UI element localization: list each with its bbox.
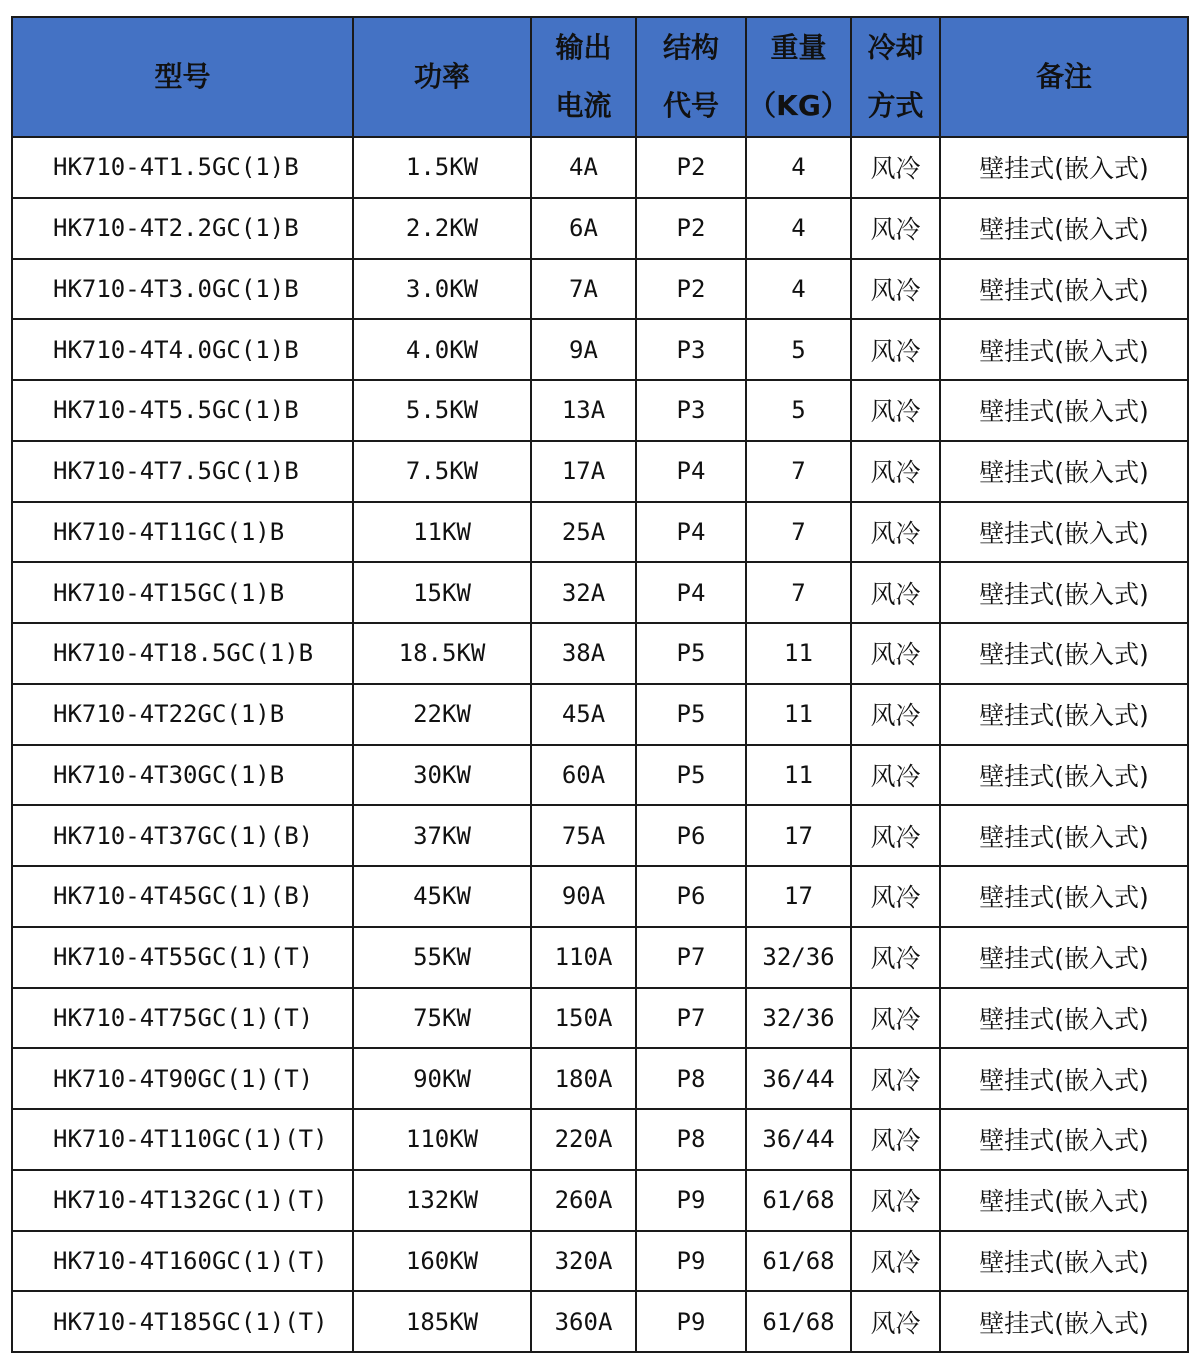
remarks-cell: 壁挂式(嵌入式) [940,198,1188,259]
header-weight [746,17,851,137]
model-cell: HK710-4T7.5GC(1)B [12,441,353,502]
current-cell: 90A [531,866,636,927]
weight-cell: 32/36 [746,927,851,988]
header-weight-line: （KG） [748,89,849,122]
structure-code-cell: P4 [636,502,746,563]
table-row [12,380,1188,441]
table-row [12,988,1188,1049]
header-remarks [940,17,1188,137]
table-row [12,502,1188,563]
power-cell: 90KW [353,1048,531,1109]
structure-code-cell: P2 [636,259,746,320]
current-cell: 9A [531,319,636,380]
structure-code-cell: P8 [636,1109,746,1170]
weight-cell: 61/68 [746,1231,851,1292]
power-cell: 5.5KW [353,380,531,441]
structure-code-cell: P7 [636,988,746,1049]
current-cell: 360A [531,1291,636,1352]
power-cell: 30KW [353,745,531,806]
structure-code-cell: P5 [636,745,746,806]
header-row [12,17,1188,137]
table-row [12,1291,1188,1352]
current-cell: 320A [531,1231,636,1292]
model-cell: HK710-4T75GC(1)(T) [12,988,353,1049]
header-weight-line: 重量 [770,31,827,64]
weight-cell: 36/44 [746,1109,851,1170]
weight-cell: 61/68 [746,1291,851,1352]
power-cell: 15KW [353,562,531,623]
model-cell: HK710-4T110GC(1)(T) [12,1109,353,1170]
table-row [12,1109,1188,1170]
power-cell: 4.0KW [353,319,531,380]
current-cell: 38A [531,623,636,684]
weight-cell: 36/44 [746,1048,851,1109]
table-row [12,805,1188,866]
current-cell: 4A [531,137,636,198]
remarks-cell: 壁挂式(嵌入式) [940,988,1188,1049]
cooling-cell: 风冷 [851,502,940,563]
header-cooling-method-line: 冷却 [867,31,924,64]
table-row [12,1231,1188,1292]
structure-code-cell: P9 [636,1231,746,1292]
remarks-cell: 壁挂式(嵌入式) [940,1048,1188,1109]
structure-code-cell: P4 [636,562,746,623]
table-row [12,866,1188,927]
weight-cell: 4 [746,259,851,320]
structure-code-cell: P4 [636,441,746,502]
power-cell: 75KW [353,988,531,1049]
model-cell: HK710-4T22GC(1)B [12,684,353,745]
remarks-cell: 壁挂式(嵌入式) [940,380,1188,441]
cooling-cell: 风冷 [851,927,940,988]
table-row [12,745,1188,806]
cooling-cell: 风冷 [851,1170,940,1231]
weight-cell: 17 [746,805,851,866]
model-cell: HK710-4T15GC(1)B [12,562,353,623]
power-cell: 160KW [353,1231,531,1292]
weight-cell: 17 [746,866,851,927]
model-cell: HK710-4T45GC(1)(B) [12,866,353,927]
cooling-cell: 风冷 [851,562,940,623]
remarks-cell: 壁挂式(嵌入式) [940,866,1188,927]
cooling-cell: 风冷 [851,1109,940,1170]
model-cell: HK710-4T132GC(1)(T) [12,1170,353,1231]
header-cooling-method-line: 方式 [867,89,924,122]
header-output-current-line: 电流 [555,89,612,122]
header-structure-code-line: 代号 [662,89,719,122]
model-cell: HK710-4T3.0GC(1)B [12,259,353,320]
model-cell: HK710-4T185GC(1)(T) [12,1291,353,1352]
remarks-cell: 壁挂式(嵌入式) [940,684,1188,745]
table-body [12,137,1188,1352]
table-row [12,319,1188,380]
table-row [12,1170,1188,1231]
cooling-cell: 风冷 [851,805,940,866]
remarks-cell: 壁挂式(嵌入式) [940,1170,1188,1231]
remarks-cell: 壁挂式(嵌入式) [940,805,1188,866]
weight-cell: 7 [746,562,851,623]
table-row [12,441,1188,502]
spec-table [11,16,1189,1353]
weight-cell: 11 [746,745,851,806]
table-row [12,198,1188,259]
remarks-cell: 壁挂式(嵌入式) [940,623,1188,684]
structure-code-cell: P2 [636,137,746,198]
header-structure-code [636,17,746,137]
header-structure-code-line: 结构 [662,31,719,64]
current-cell: 32A [531,562,636,623]
table-row [12,1048,1188,1109]
remarks-cell: 壁挂式(嵌入式) [940,137,1188,198]
weight-cell: 4 [746,198,851,259]
cooling-cell: 风冷 [851,1048,940,1109]
weight-cell: 32/36 [746,988,851,1049]
power-cell: 1.5KW [353,137,531,198]
model-cell: HK710-4T18.5GC(1)B [12,623,353,684]
remarks-cell: 壁挂式(嵌入式) [940,1109,1188,1170]
cooling-cell: 风冷 [851,380,940,441]
remarks-cell: 壁挂式(嵌入式) [940,1291,1188,1352]
structure-code-cell: P3 [636,319,746,380]
header-power [353,17,531,137]
weight-cell: 7 [746,502,851,563]
table-row [12,927,1188,988]
cooling-cell: 风冷 [851,684,940,745]
structure-code-cell: P7 [636,927,746,988]
current-cell: 150A [531,988,636,1049]
model-cell: HK710-4T5.5GC(1)B [12,380,353,441]
cooling-cell: 风冷 [851,198,940,259]
current-cell: 260A [531,1170,636,1231]
cooling-cell: 风冷 [851,1291,940,1352]
model-cell: HK710-4T37GC(1)(B) [12,805,353,866]
current-cell: 45A [531,684,636,745]
remarks-cell: 壁挂式(嵌入式) [940,927,1188,988]
structure-code-cell: P6 [636,805,746,866]
remarks-cell: 壁挂式(嵌入式) [940,745,1188,806]
structure-code-cell: P2 [636,198,746,259]
cooling-cell: 风冷 [851,1231,940,1292]
model-cell: HK710-4T160GC(1)(T) [12,1231,353,1292]
power-cell: 132KW [353,1170,531,1231]
current-cell: 6A [531,198,636,259]
structure-code-cell: P5 [636,623,746,684]
cooling-cell: 风冷 [851,441,940,502]
table-row [12,684,1188,745]
power-cell: 55KW [353,927,531,988]
structure-code-cell: P8 [636,1048,746,1109]
model-cell: HK710-4T4.0GC(1)B [12,319,353,380]
cooling-cell: 风冷 [851,259,940,320]
header-cooling-method [851,17,940,137]
cooling-cell: 风冷 [851,988,940,1049]
weight-cell: 61/68 [746,1170,851,1231]
cooling-cell: 风冷 [851,137,940,198]
remarks-cell: 壁挂式(嵌入式) [940,441,1188,502]
remarks-cell: 壁挂式(嵌入式) [940,319,1188,380]
cooling-cell: 风冷 [851,623,940,684]
current-cell: 17A [531,441,636,502]
cooling-cell: 风冷 [851,319,940,380]
weight-cell: 5 [746,319,851,380]
weight-cell: 4 [746,137,851,198]
cooling-cell: 风冷 [851,866,940,927]
power-cell: 18.5KW [353,623,531,684]
remarks-cell: 壁挂式(嵌入式) [940,259,1188,320]
power-cell: 2.2KW [353,198,531,259]
current-cell: 7A [531,259,636,320]
table-row [12,137,1188,198]
weight-cell: 5 [746,380,851,441]
model-cell: HK710-4T30GC(1)B [12,745,353,806]
power-cell: 11KW [353,502,531,563]
remarks-cell: 壁挂式(嵌入式) [940,562,1188,623]
table-header [12,17,1188,137]
current-cell: 180A [531,1048,636,1109]
power-cell: 45KW [353,866,531,927]
current-cell: 25A [531,502,636,563]
power-cell: 3.0KW [353,259,531,320]
model-cell: HK710-4T55GC(1)(T) [12,927,353,988]
model-cell: HK710-4T1.5GC(1)B [12,137,353,198]
header-remarks-line: 备注 [1035,60,1092,93]
remarks-cell: 壁挂式(嵌入式) [940,502,1188,563]
current-cell: 110A [531,927,636,988]
model-cell: HK710-4T11GC(1)B [12,502,353,563]
table-row [12,562,1188,623]
current-cell: 220A [531,1109,636,1170]
current-cell: 60A [531,745,636,806]
header-model-line: 型号 [154,60,211,93]
structure-code-cell: P6 [636,866,746,927]
structure-code-cell: P3 [636,380,746,441]
remarks-cell: 壁挂式(嵌入式) [940,1231,1188,1292]
header-power-line: 功率 [413,60,470,93]
current-cell: 75A [531,805,636,866]
power-cell: 110KW [353,1109,531,1170]
structure-code-cell: P5 [636,684,746,745]
power-cell: 22KW [353,684,531,745]
header-output-current [531,17,636,137]
table-row [12,259,1188,320]
structure-code-cell: P9 [636,1291,746,1352]
power-cell: 37KW [353,805,531,866]
power-cell: 185KW [353,1291,531,1352]
power-cell: 7.5KW [353,441,531,502]
structure-code-cell: P9 [636,1170,746,1231]
header-model [12,17,353,137]
model-cell: HK710-4T90GC(1)(T) [12,1048,353,1109]
model-cell: HK710-4T2.2GC(1)B [12,198,353,259]
current-cell: 13A [531,380,636,441]
table-row [12,623,1188,684]
weight-cell: 11 [746,684,851,745]
cooling-cell: 风冷 [851,745,940,806]
header-output-current-line: 输出 [555,31,612,64]
weight-cell: 7 [746,441,851,502]
weight-cell: 11 [746,623,851,684]
